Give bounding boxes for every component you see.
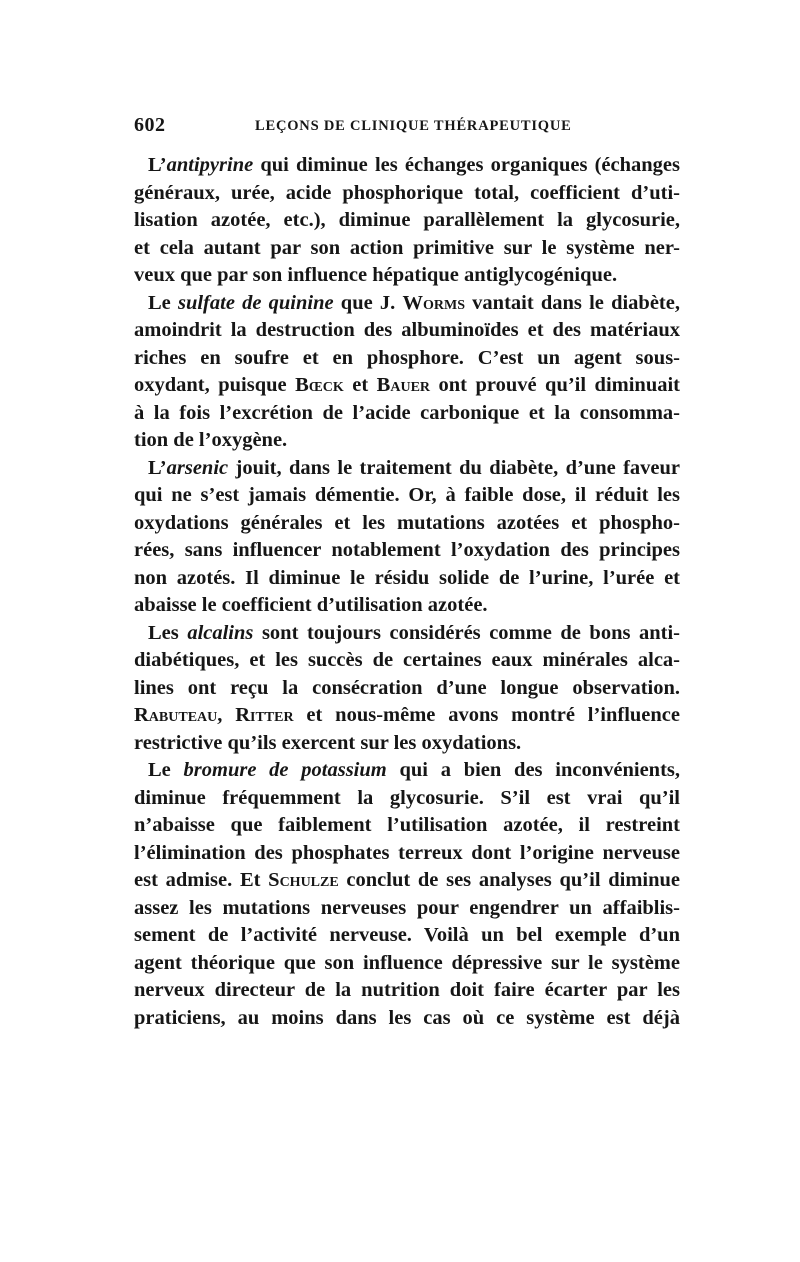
text-run: lines ont reçu la consécration d’une longue observation. [134,676,680,699]
text-run: sont toujours considérés comme de bons anti- [253,621,680,644]
text-run: rées, sans influencer notablement l’oxydation des principes [134,539,680,561]
text-run: qui a bien des inconvénients, [386,759,680,781]
text-run: amoindrit la destruction des albuminoïdes et des matériaux [134,319,680,341]
text-run: conclut de ses analyses qu’il diminue [338,869,680,891]
text-run: , [217,704,236,726]
text-run: tion de l’oxygène. [134,429,288,451]
body-text [134,152,680,1032]
text-line [134,812,680,840]
text-run: oxydant, puisque [134,374,296,396]
italic-term: bromure de potassium [183,759,387,781]
text-line [134,785,680,813]
page-header [134,114,680,140]
page-number: 602 [134,114,166,136]
text-run: diminue fréquemment la glycosurie. S’il est vrai qu’il [134,786,680,809]
author-name: Ritter [235,704,294,726]
text-run: l’élimination des phosphates terreux dont l’origine nerveuse [134,841,680,864]
text-line [134,895,680,923]
text-run: abaisse le coefficient d’utilisation azotée. [134,594,488,616]
text-run: Les [148,621,188,644]
text-run: diabétiques, et les succès de certaines eaux minérales alca- [134,649,680,671]
running-title: LEÇONS DE CLINIQUE THÉRAPEUTIQUE [255,118,572,134]
text-line [134,400,680,428]
text-line [134,537,680,565]
text-line [134,152,680,180]
author-name: Bœck [295,374,344,396]
text-line [134,262,680,290]
text-run: riches en soufre et en phosphore. C’est un agent sous- [134,346,680,369]
text-line [134,922,680,950]
text-line [134,510,680,538]
text-run: sement de l’activité nerveuse. Voilà un bel exemple d’un [134,924,680,946]
text-run: vantait dans le diabète, [464,291,680,314]
text-line [134,592,680,620]
text-run: généraux, urée, acide phosphorique total, coefficient d’uti- [134,181,680,204]
text-line [134,207,680,235]
author-name: Rabuteau [134,704,218,726]
text-line [134,702,680,730]
text-line [134,647,680,675]
text-run: et cela autant par son action primitive sur le système ner- [134,236,680,259]
text-run: non azotés. Il diminue le résidu solide de l’urine, l’urée et [134,566,680,589]
italic-term: sulfate de quinine [177,291,334,314]
text-run: n’abaisse que faiblement l’utilisation azotée, il restreint [134,814,680,836]
text-line [134,482,680,510]
text-run: oxydations générales et les mutations azotées et phospho- [134,511,680,534]
text-line [134,840,680,868]
text-run: nerveux directeur de la nutrition doit faire écarter par les [134,979,680,1001]
text-run: agent théorique que son influence dépressive sur le système [134,951,680,974]
text-line [134,950,680,978]
text-line [134,427,680,455]
text-line [134,565,680,593]
text-line [134,180,680,208]
text-line [134,290,680,318]
text-line [134,675,680,703]
text-run: et nous-même avons montré l’influence [293,704,680,726]
text-run: assez les mutations nerveuses pour engendrer un affaiblis- [134,896,680,919]
text-line [134,455,680,483]
text-run: est admise. Et [134,869,269,891]
text-run: veux que par son influence hépatique antiglycogénique. [134,264,618,286]
text-line [134,620,680,648]
text-run: jouit, dans le traitement du diabète, d’une faveur [228,456,680,479]
text-run: Le [148,759,184,781]
author-name: Bauer [376,374,431,396]
text-line [134,730,680,758]
author-name: Schulze [268,869,339,891]
text-run: ont prouvé qu’il diminuait [430,374,680,396]
text-run: et [343,374,377,396]
text-line [134,235,680,263]
text-run: qui ne s’est jamais démentie. Or, à faible dose, il réduit les [134,484,680,506]
text-line [134,1005,680,1033]
text-line [134,867,680,895]
text-run: à la fois l’excrétion de l’acide carbonique et la consomma- [134,401,680,424]
text-line [134,977,680,1005]
italic-term: arsenic [166,456,229,479]
author-name: Worms [402,291,465,314]
text-run: lisation azotée, etc.), diminue parallèlement la glycosurie, [134,209,680,231]
text-line [134,345,680,373]
italic-term: alcalins [187,621,254,644]
italic-term: antipyrine [166,154,254,176]
text-run: qui diminue les échanges organiques (échanges [253,154,680,176]
text-run: praticiens, au moins dans les cas où ce système est déjà [134,1006,680,1029]
text-line [134,757,680,785]
text-line [134,372,680,400]
text-run: restrictive qu’ils exercent sur les oxydations. [134,731,522,754]
text-line [134,317,680,345]
text-run: que J. [333,291,403,314]
text-run: Le [148,291,178,314]
text-run: L’ [148,456,167,479]
text-run: L’ [148,154,167,176]
